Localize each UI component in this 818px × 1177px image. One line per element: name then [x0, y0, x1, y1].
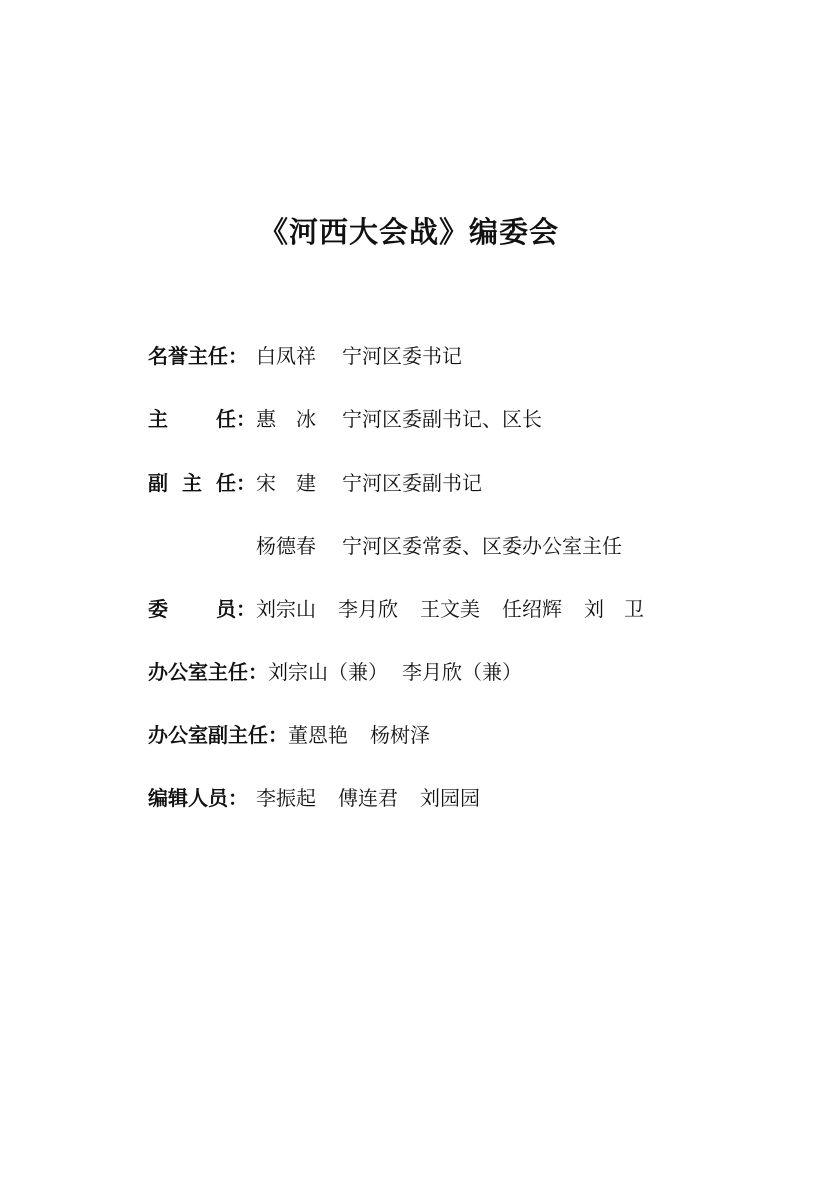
deputy-director-label: 副 主 任：: [148, 471, 256, 495]
office-director-name: 李月欣（兼）: [402, 660, 522, 684]
editor-name: 傅连君: [338, 786, 398, 810]
office-director-label: 办公室主任：: [148, 660, 268, 684]
director-row: [148, 404, 542, 434]
office-deputy-director-label: 办公室副主任：: [148, 723, 288, 747]
honorary-director-name: 白凤祥: [256, 344, 316, 368]
honorary-director-position: 宁河区委书记: [342, 344, 462, 368]
office-deputy-director-name: 杨树泽: [370, 723, 430, 747]
director-position: 宁河区委副书记、区长: [342, 407, 542, 431]
editors-label: 编辑人员：: [148, 786, 248, 810]
editors-row: [148, 783, 480, 813]
member-name: 刘宗山: [256, 597, 316, 621]
deputy-director-name: 宋 建: [256, 471, 316, 495]
members-label: 委 员：: [148, 597, 256, 621]
page-title: 《河西大会战》编委会: [258, 215, 559, 249]
office-director-name: 刘宗山（兼）: [268, 660, 388, 684]
honorary-director-label: 名誉主任：: [148, 344, 248, 368]
deputy-director-row-2: [148, 531, 622, 561]
deputy-director-position: 宁河区委副书记: [342, 471, 482, 495]
member-name: 任绍辉: [502, 597, 562, 621]
honorary-director-row: [148, 341, 462, 371]
deputy-director-name: 杨德春: [256, 534, 316, 558]
editor-name: 刘园园: [420, 786, 480, 810]
office-director-row: [148, 657, 522, 687]
member-name: 王文美: [420, 597, 480, 621]
members-row: [148, 594, 644, 624]
deputy-director-position: 宁河区委常委、区委办公室主任: [342, 534, 622, 558]
member-name: 刘 卫: [584, 597, 644, 621]
member-name: 李月欣: [338, 597, 398, 621]
director-label: 主 任：: [148, 407, 256, 431]
deputy-director-row: [148, 468, 482, 498]
editor-name: 李振起: [256, 786, 316, 810]
office-deputy-director-name: 董恩艳: [288, 723, 348, 747]
director-name: 惠 冰: [256, 407, 316, 431]
office-deputy-director-row: [148, 720, 430, 750]
